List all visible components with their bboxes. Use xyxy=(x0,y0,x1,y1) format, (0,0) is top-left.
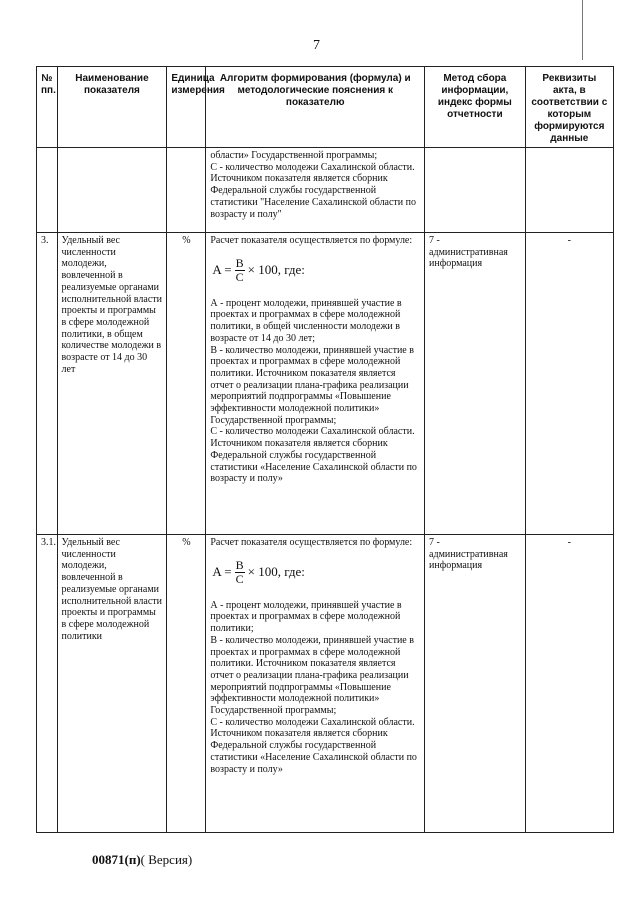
indicators-table xyxy=(36,66,614,833)
cell-algorithm xyxy=(206,233,425,535)
cell-method: 7 - административная информация xyxy=(425,233,526,535)
cell-name xyxy=(57,148,167,233)
table-header-row xyxy=(37,67,614,148)
formula-fraction xyxy=(235,257,245,284)
table-row xyxy=(37,535,614,833)
cell-num: 3. xyxy=(37,233,58,535)
formula-fraction xyxy=(235,559,245,586)
formula xyxy=(212,559,420,586)
cell-unit xyxy=(167,148,206,233)
cell-algorithm xyxy=(206,535,425,833)
formula-lhs: A = xyxy=(212,564,232,580)
table-row xyxy=(37,233,614,535)
document-id: 00871(п) xyxy=(92,852,141,867)
algorithm-intro: Расчет показателя осуществляется по формуле: xyxy=(210,537,413,548)
formula-numerator: B xyxy=(235,255,244,270)
formula xyxy=(212,257,420,284)
cell-requisites: - xyxy=(525,233,613,535)
formula-denominator: C xyxy=(235,571,244,586)
cell-num: 3.1. xyxy=(37,535,58,833)
text-line: С - количество молодежи Сахалинской области. Источником показателя является сборник Федеральной службы государственной статистики «Население Сахалинской области по возрасту и полу» xyxy=(210,426,417,485)
document-version: ( Версия) xyxy=(140,852,193,867)
cell-name: Удельный вес численности молодежи, вовлеченной в реализуемые органами исполнительной власти проекты и программы в сфере молодежной политики, в общем количестве молодежи в возрасте от 14 до 30 лет xyxy=(57,233,167,535)
cell-num xyxy=(37,148,58,233)
algorithm-description xyxy=(210,600,420,776)
cell-requisites: - xyxy=(525,535,613,833)
text-line: А - процент молодежи, принявшей участие в проектах и программах в сфере молодежной политики; xyxy=(210,599,402,635)
text-line: В - количество молодежи, принявшей участие в проектах и программах в сфере молодежной политики. Источником показателя является отчет о реализации плана-графика реализации мероприятий подпрограммы «Повышение эффективности молодежной политики» Государственной программы; xyxy=(210,634,414,717)
header-name: Наименование показателя xyxy=(57,67,167,148)
header-algorithm: Алгоритм формирования (формула) и методологические пояснения к показателю xyxy=(206,67,425,148)
cell-unit: % xyxy=(167,535,206,833)
algorithm-intro: Расчет показателя осуществляется по формуле: xyxy=(210,235,413,246)
text-line: С - количество молодежи Сахалинской области. Источником показателя является сборник Федеральной службы государственной статистики «Население Сахалинской области по возрасту и полу» xyxy=(210,716,417,775)
formula-numerator: B xyxy=(235,557,244,572)
scan-edge-line xyxy=(582,0,583,60)
algorithm-description xyxy=(210,298,420,485)
formula-denominator: C xyxy=(235,269,244,284)
formula-rhs: × 100, где: xyxy=(247,262,305,278)
cell-method xyxy=(425,148,526,233)
continued-algorithm-text xyxy=(210,150,420,220)
text-line: А - процент молодежи, принявшей участие в проектах и программах в сфере молодежной политики, в общей численности молодежи в возрасте от 14 до 30 лет; xyxy=(210,297,402,344)
text-line: В - количество молодежи, принявшей участие в проектах и программах в сфере молодежной политики. Источником показателя является отчет о реализации плана-графика реализации мероприятий подпрограммы «Повышение эффективности молодежной политики» Государственной программы; xyxy=(210,344,414,426)
cell-method: 7 - административная информация xyxy=(425,535,526,833)
cell-requisites xyxy=(525,148,613,233)
formula-rhs: × 100, где: xyxy=(247,564,305,580)
header-method: Метод сбора информации, индекс формы отчетности xyxy=(425,67,526,148)
page-number: 7 xyxy=(313,38,320,53)
document-footer xyxy=(92,852,192,868)
text-line: области» Государственной программы; xyxy=(210,150,378,161)
cell-algorithm xyxy=(206,148,425,233)
header-requisites: Реквизиты акта, в соответствии с которым формируются данные xyxy=(525,67,613,148)
table-row-continued xyxy=(37,148,614,233)
header-unit: Единица измерения xyxy=(167,67,206,148)
text-line: С - количество молодежи Сахалинской области. Источником показателя является сборник Федеральной службы государственной статистики "Население Сахалинской области по возрасту и полу" xyxy=(210,161,417,220)
cell-name: Удельный вес численности молодежи, вовлеченной в реализуемые органами исполнительной власти проекты и программы в сфере молодежной политики xyxy=(57,535,167,833)
cell-unit: % xyxy=(167,233,206,535)
header-num: № пп. xyxy=(37,67,58,148)
formula-lhs: A = xyxy=(212,262,232,278)
